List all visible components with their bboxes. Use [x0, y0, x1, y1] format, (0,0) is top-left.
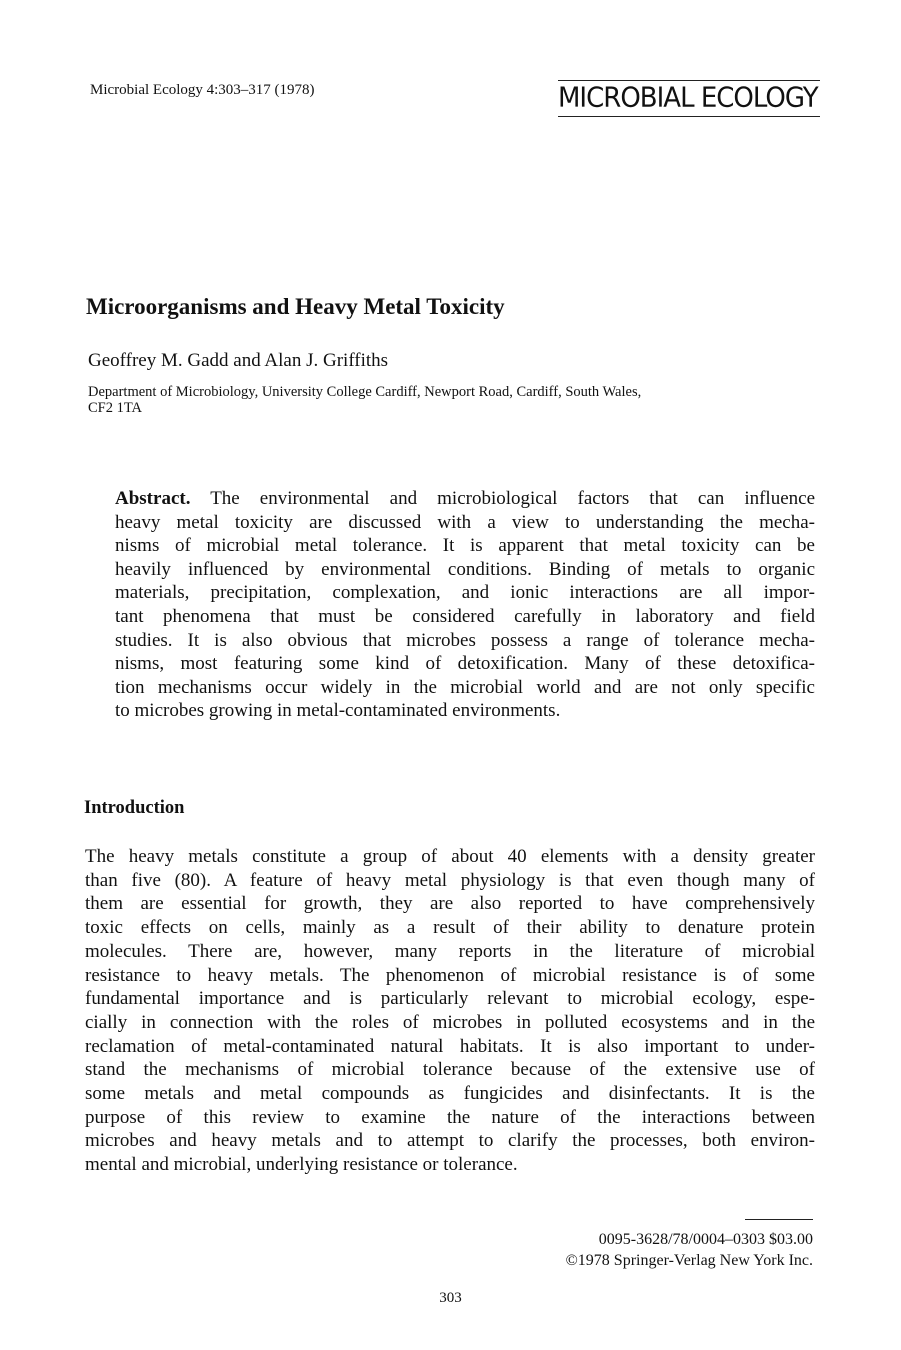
abstract-line: nisms, most featuring some kind of detoxification. Many of these detoxifica- — [115, 653, 815, 675]
section-heading-introduction: Introduction — [84, 798, 185, 818]
journal-citation: Microbial Ecology 4:303–317 (1978) — [90, 82, 315, 98]
body-line: than five (80). A feature of heavy metal physiology is that even though many of — [85, 869, 815, 891]
abstract-line: tion mechanisms occur widely in the microbial world and are not only specific — [115, 676, 815, 698]
journal-logo-text: MICROBIAL ECOLOGY — [558, 82, 818, 114]
body-line: toxic effects on cells, mainly as a result of their ability to denature protein — [85, 917, 815, 939]
affiliation-line: Department of Microbiology, University College Cardiff, Newport Road, Cardiff, South Wales, — [88, 384, 642, 400]
abstract-line: heavily influenced by environmental conditions. Binding of metals to organic — [115, 558, 815, 580]
logo-bottom-rule — [558, 116, 820, 117]
abstract-line — [115, 487, 815, 511]
body-line: stand the mechanisms of microbial tolerance because of the extensive use of — [85, 1059, 815, 1081]
article-title: Microorganisms and Heavy Metal Toxicity — [86, 294, 505, 319]
body-line: molecules. There are, however, many reports in the literature of microbial — [85, 940, 815, 962]
page-number: 303 — [439, 1290, 462, 1306]
abstract-label: Abstract. — [115, 488, 191, 509]
author-affiliation — [88, 384, 803, 416]
body-line: purpose of this review to examine the nature of the interactions between — [85, 1106, 815, 1128]
issn-code: 0095-3628/78/0004–0303 $03.00 — [598, 1231, 813, 1248]
abstract-line: studies. It is also obvious that microbes possess a range of tolerance mecha- — [115, 629, 815, 651]
abstract-line: materials, precipitation, complexation, and ionic interactions are all impor- — [115, 582, 815, 604]
abstract-line: tant phenomena that must be considered carefully in laboratory and field — [115, 605, 815, 627]
body-line: reclamation of metal-contaminated natural habitats. It is also important to under- — [85, 1035, 815, 1057]
journal-logo — [558, 80, 820, 117]
copyright-line: ©1978 Springer-Verlag New York Inc. — [565, 1252, 813, 1269]
body-line: resistance to heavy metals. The phenomenon of microbial resistance is of some — [85, 964, 815, 986]
affiliation-line: CF2 1TA — [88, 400, 143, 416]
abstract-line: to microbes growing in metal-contaminated environments. — [115, 700, 561, 722]
introduction-body — [85, 845, 815, 1177]
body-line: cially in connection with the roles of microbes in polluted ecosystems and in the — [85, 1011, 815, 1033]
body-line: fundamental importance and is particularly relevant to microbial ecology, espe- — [85, 988, 815, 1010]
article-authors: Geoffrey M. Gadd and Alan J. Griffiths — [88, 350, 389, 371]
abstract-line-text: The environmental and microbiological factors that can influence — [190, 488, 815, 509]
footer-notice — [493, 1219, 813, 1271]
body-line: them are essential for growth, they are also reported to have comprehensively — [85, 893, 815, 915]
body-line: some metals and metal compounds as fungicides and disinfectants. It is the — [85, 1083, 815, 1105]
abstract-line: nisms of microbial metal tolerance. It is apparent that metal toxicity can be — [115, 535, 815, 557]
body-line: The heavy metals constitute a group of about 40 elements with a density greater — [85, 846, 815, 867]
abstract-line: heavy metal toxicity are discussed with a view to understanding the mecha- — [115, 511, 815, 533]
body-line: mental and microbial, underlying resistance or tolerance. — [85, 1154, 518, 1176]
abstract — [115, 487, 815, 723]
body-line: microbes and heavy metals and to attempt to clarify the processes, both environ- — [85, 1130, 815, 1152]
